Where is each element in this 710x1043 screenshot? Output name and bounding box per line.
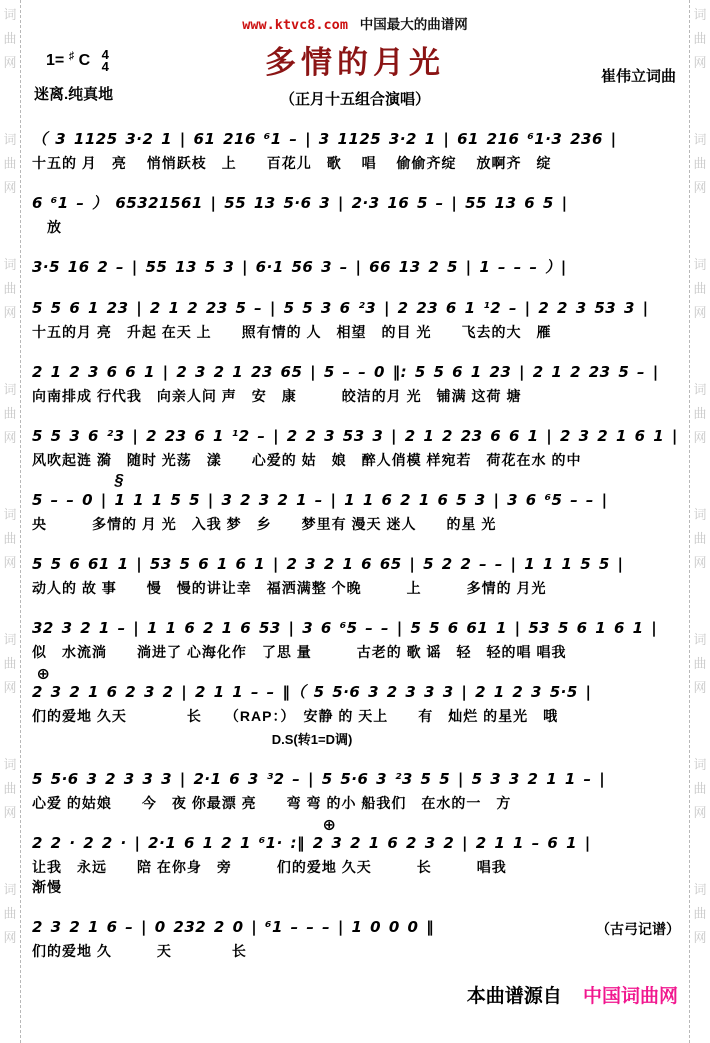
watermark-text: 网 <box>693 305 707 320</box>
watermark-text: 网 <box>693 930 707 945</box>
key-prefix: 1= <box>46 52 65 70</box>
song-subtitle: （正月十五组合演唱） <box>279 91 430 108</box>
watermark-text: 词 <box>693 132 707 147</box>
watermark-group <box>693 383 706 444</box>
score-row <box>30 666 680 748</box>
watermark-text: 词 <box>3 882 17 897</box>
score-row <box>30 554 680 597</box>
notation-line: 2 3 2 1 6 – | 0 232 2 0 | ⁶1 – – – | 1 0 0 0 ‖ <box>32 918 435 936</box>
watermark-text: 网 <box>693 805 707 820</box>
site-name: 中国最大的曲谱网 <box>359 17 468 32</box>
watermark-text: 网 <box>3 930 17 945</box>
lyric-line: 风吹起涟 漪 随时 光荡 漾 心爱的 姑 娘 醉人俏模 样宛若 荷花在水 的中 <box>32 452 582 468</box>
watermark-group <box>693 508 706 569</box>
tempo-marking: 迷离.纯真地 <box>34 86 114 103</box>
notation-line: （ 3 1125 3·2 1 | 61 216 ⁶1 – | 3 1125 3·2 1 | 61 216 ⁶1·3 236 | <box>32 130 617 148</box>
watermark-group <box>3 8 16 69</box>
watermark-text: 词 <box>3 632 17 647</box>
watermark-text: 网 <box>3 305 17 320</box>
lyric-line: 似 水流淌 淌进了 心海化作 了思 量 古老的 歌 谣 轻 轻的唱 唱我 <box>32 644 567 660</box>
watermark-text: 曲 <box>693 656 707 671</box>
site-header <box>30 13 680 33</box>
watermark-text: 曲 <box>3 906 17 921</box>
notation-line: 6 ⁶1 – ） 65321561 | 55 13 5·6 3 | 2·3 16 5 – | 55 13 6 5 | <box>32 194 568 212</box>
watermark-group <box>3 633 16 694</box>
title-block <box>30 37 680 109</box>
song-header <box>30 37 680 117</box>
score-row <box>30 362 680 405</box>
notation-style-note: （古弓记谱） <box>596 921 680 937</box>
time-signature <box>102 49 109 73</box>
watermark-group <box>3 758 16 819</box>
watermark-group <box>693 633 706 694</box>
footer-label: 本曲谱源自 <box>466 986 562 1007</box>
key-letter: C <box>78 52 91 70</box>
notation-line: 2 1 2 3 6 6 1 | 2 3 2 1 23 65 | 5 – – 0 ‖: 5 5 6 1 23 | 2 1 2 23 5 – | <box>32 363 659 381</box>
score-row <box>30 618 680 661</box>
sheet-content <box>30 0 680 1008</box>
lyric-line: 放 <box>32 219 62 235</box>
lyric-line: 十五的月 亮 升起 在天 上 照有情的 人 相望 的目 光 飞去的大 雁 <box>32 324 552 340</box>
watermark-text: 词 <box>3 507 17 522</box>
notation-line: 5 – – 0 | 1 1 1 5 5 | 3 2 3 2 1 – | 1 1 6 2 1 6 5 3 | 3 6 ⁶5 – – | <box>32 491 608 509</box>
watermark-text: 词 <box>693 382 707 397</box>
notation-line: 3·5 16 2 – | 55 13 5 3 | 6·1 56 3 – | 66 13 2 5 | 1 – – – ）| <box>32 258 567 276</box>
song-title: 多情的月光 <box>265 45 445 80</box>
lyric-line: 向南排成 行代我 向亲人问 声 安 康 皎洁的月 光 铺满 这荷 塘 <box>32 388 522 404</box>
watermark-group <box>693 883 706 944</box>
watermark-group <box>3 258 16 319</box>
watermark-text: 词 <box>3 257 17 272</box>
lyric-line: 们的爱地 久 天 长 <box>32 943 247 959</box>
watermark-group <box>693 758 706 819</box>
watermark-text: 网 <box>693 680 707 695</box>
watermark-text: 词 <box>3 7 17 22</box>
coda-icon: ⊕ <box>322 817 336 834</box>
score-row <box>30 917 680 960</box>
lyric-line-second: 渐慢 <box>32 879 62 895</box>
watermark-text: 曲 <box>693 406 707 421</box>
sharp-icon: ♯ <box>68 49 75 62</box>
watermark-group <box>3 133 16 194</box>
score-row <box>30 472 680 533</box>
watermark-text: 词 <box>693 882 707 897</box>
watermark-text: 曲 <box>3 781 17 796</box>
watermark-text: 网 <box>693 555 707 570</box>
watermark-text: 词 <box>3 382 17 397</box>
watermark-text: 曲 <box>3 281 17 296</box>
score-row <box>30 426 680 469</box>
watermark-text: 曲 <box>3 406 17 421</box>
watermark-text: 曲 <box>693 781 707 796</box>
score-area <box>30 129 680 960</box>
score-row <box>30 193 680 236</box>
watermark-right <box>689 0 710 1043</box>
lyric-line: 让我 永远 陪 在你身 旁 们的爱地 久天 长 唱我 <box>32 859 507 875</box>
watermark-text: 曲 <box>3 156 17 171</box>
notation-line: 2 3 2 1 6 2 3 2 | 2 1 1 – – ‖（ 5 5·6 3 2 3 3 3 | 2 1 2 3 5·5 | <box>32 683 592 701</box>
watermark-text: 网 <box>3 805 17 820</box>
watermark-group <box>693 258 706 319</box>
watermark-left <box>0 0 21 1043</box>
watermark-text: 词 <box>3 757 17 772</box>
notation-line: 5 5 6 1 23 | 2 1 2 23 5 – | 5 5 3 6 ²3 | 2 23 6 1 ¹2 – | 2 2 3 53 3 | <box>32 299 649 317</box>
watermark-text: 网 <box>693 430 707 445</box>
segno-icon: § <box>114 472 124 489</box>
watermark-text: 词 <box>693 7 707 22</box>
notation-line: 5 5 6 61 1 | 53 5 6 1 6 1 | 2 3 2 1 6 65 | 5 2 2 – – | 1 1 1 5 5 | <box>32 555 624 573</box>
watermark-text: 词 <box>693 507 707 522</box>
watermark-text: 曲 <box>3 531 17 546</box>
watermark-text: 曲 <box>3 31 17 46</box>
notation-line: 5 5 3 6 ²3 | 2 23 6 1 ¹2 – | 2 2 3 53 3 | 2 1 2 23 6 6 1 | 2 3 2 1 6 1 | <box>32 427 678 445</box>
watermark-group <box>3 508 16 569</box>
watermark-group <box>3 383 16 444</box>
score-row <box>30 129 680 172</box>
watermark-text: 曲 <box>693 31 707 46</box>
watermark-text: 曲 <box>693 531 707 546</box>
watermark-text: 词 <box>3 132 17 147</box>
site-url: www.ktvc8.com <box>242 17 348 33</box>
watermark-text: 网 <box>693 180 707 195</box>
watermark-text: 词 <box>693 632 707 647</box>
score-row <box>30 298 680 341</box>
score-row <box>30 769 680 812</box>
watermark-text: 词 <box>693 757 707 772</box>
key-signature-block <box>34 47 114 104</box>
watermark-text: 网 <box>3 430 17 445</box>
time-bottom: 4 <box>101 59 109 74</box>
time-top: 4 <box>101 47 109 62</box>
footer <box>30 981 680 1008</box>
composer-credit: 崔伟立词曲 <box>600 68 676 85</box>
watermark-text: 网 <box>693 55 707 70</box>
lyric-line: 心爱 的姑娘 今 夜 你最漂 亮 弯 弯 的小 船我们 在水的一 方 <box>32 795 512 811</box>
coda-icon: ⊕ <box>36 666 50 683</box>
ds-annotation: D.S(转1=D调) <box>271 732 353 747</box>
score-row <box>30 257 680 277</box>
watermark-text: 曲 <box>693 156 707 171</box>
watermark-group <box>693 133 706 194</box>
watermark-text: 网 <box>3 55 17 70</box>
lyric-line: 十五的 月 亮 悄悄跃枝 上 百花儿 歌 唱 偷偷齐绽 放啊齐 绽 <box>32 155 552 171</box>
watermark-text: 曲 <box>693 281 707 296</box>
score-row <box>30 817 680 896</box>
watermark-text: 曲 <box>693 906 707 921</box>
lyric-line: 们的爱地 久天 长 （RAP：） 安静 的 天上 有 灿烂 的星光 哦 <box>32 708 559 724</box>
watermark-text: 网 <box>3 180 17 195</box>
watermark-text: 曲 <box>3 656 17 671</box>
watermark-group <box>3 883 16 944</box>
notation-line: 32 3 2 1 – | 1 1 6 2 1 6 53 | 3 6 ⁶5 – – | 5 5 6 61 1 | 53 5 6 1 6 1 | <box>32 619 658 637</box>
watermark-text: 网 <box>3 680 17 695</box>
lyric-line: 动人的 故 事 慢 慢的讲让幸 福洒满整 个晚 上 多情的 月光 <box>32 580 547 596</box>
key-signature <box>46 49 113 73</box>
footer-brand: 中国词曲网 <box>582 986 678 1007</box>
lyric-line: 央 多情的 月 光 入我 梦 乡 梦里有 漫天 迷人 的星 光 <box>32 516 497 532</box>
notation-line: 2 2 · 2 2 · | 2·1 6 1 2 1 ⁶1· :‖ 2 3 2 1 6 2 3 2 | 2 1 1 – 6 1 | <box>32 834 591 852</box>
watermark-group <box>693 8 706 69</box>
watermark-text: 网 <box>3 555 17 570</box>
notation-line: 5 5·6 3 2 3 3 3 | 2·1 6 3 ³2 – | 5 5·6 3 ²3 5 5 | 5 3 3 2 1 1 – | <box>32 770 606 788</box>
watermark-text: 词 <box>693 257 707 272</box>
